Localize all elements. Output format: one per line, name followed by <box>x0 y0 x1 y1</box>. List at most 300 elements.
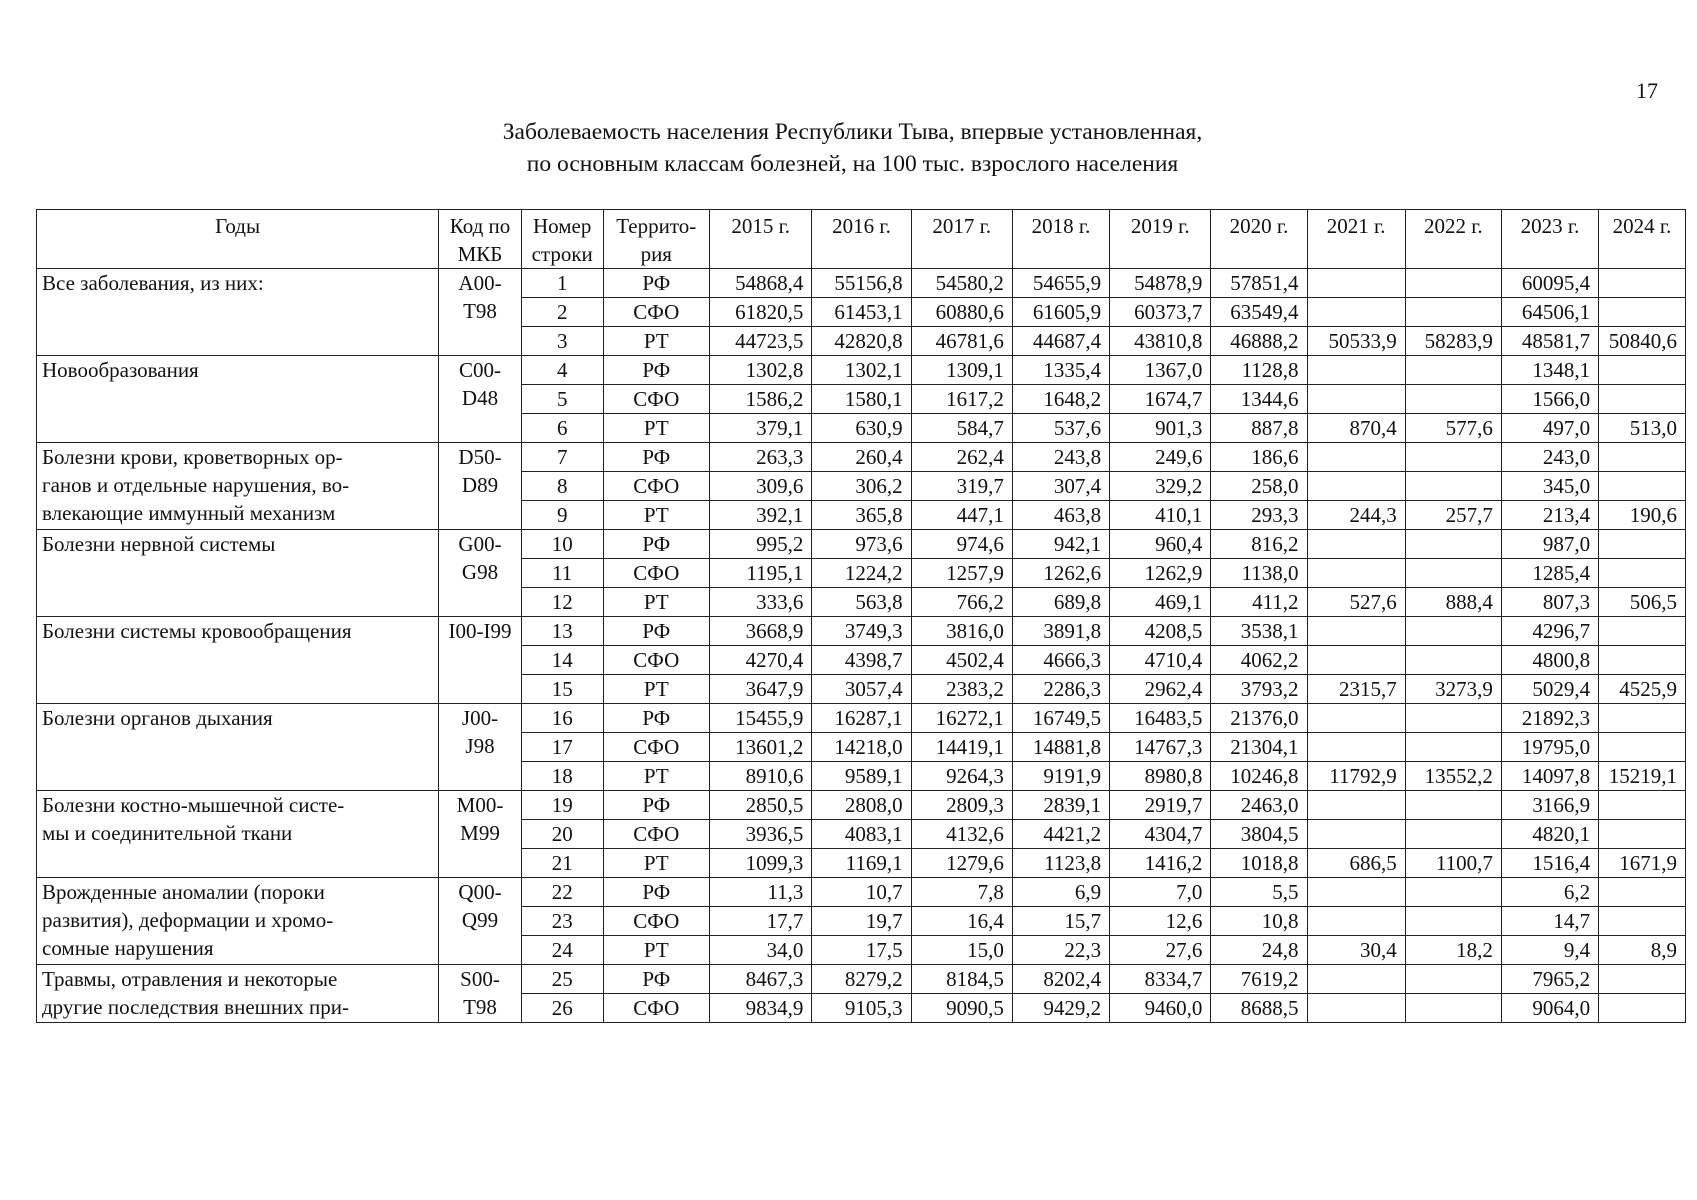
value-cell: 13601,2 <box>710 733 812 762</box>
value-cell <box>1599 356 1686 385</box>
header-year-2015: 2015 г. <box>710 210 812 269</box>
disease-class-name <box>37 878 439 965</box>
disease-class-name-line: Травмы, отравления и некоторые <box>42 967 338 991</box>
icd-code-line: J00- <box>461 706 499 730</box>
value-cell <box>1405 298 1501 327</box>
value-cell: 307,4 <box>1012 472 1109 501</box>
value-cell: 16287,1 <box>812 704 911 733</box>
value-cell: 987,0 <box>1501 530 1598 559</box>
value-cell: 22,3 <box>1012 936 1109 965</box>
icd-code <box>439 617 522 704</box>
value-cell: 1367,0 <box>1110 356 1211 385</box>
value-cell <box>1405 820 1501 849</box>
value-cell: 8202,4 <box>1012 965 1109 994</box>
territory: РФ <box>603 443 709 472</box>
value-cell: 7,8 <box>911 878 1012 907</box>
value-cell <box>1405 559 1501 588</box>
header-year-2016: 2016 г. <box>812 210 911 269</box>
value-cell: 21304,1 <box>1211 733 1307 762</box>
value-cell: 3668,9 <box>710 617 812 646</box>
header-year-2024: 2024 г. <box>1599 210 1686 269</box>
value-cell <box>1307 356 1405 385</box>
icd-code-line: C00- <box>459 358 501 382</box>
value-cell <box>1405 965 1501 994</box>
value-cell <box>1307 443 1405 472</box>
line-number: 18 <box>521 762 603 791</box>
value-cell <box>1405 530 1501 559</box>
page-title <box>0 116 1697 180</box>
value-cell: 1279,6 <box>911 849 1012 878</box>
value-cell: 34,0 <box>710 936 812 965</box>
header-year-2022: 2022 г. <box>1405 210 1501 269</box>
disease-class-name-line: другие последствия внешних при- <box>42 995 350 1019</box>
line-number: 5 <box>521 385 603 414</box>
value-cell: 60095,4 <box>1501 269 1598 298</box>
line-number: 10 <box>521 530 603 559</box>
header-line-number: Номер строки <box>521 210 603 269</box>
value-cell: 4208,5 <box>1110 617 1211 646</box>
value-cell: 243,8 <box>1012 443 1109 472</box>
value-cell: 17,7 <box>710 907 812 936</box>
value-cell: 9064,0 <box>1501 994 1598 1023</box>
icd-code-line: G98 <box>461 560 499 584</box>
icd-code-line: Q99 <box>461 908 499 932</box>
disease-class-name-line: Болезни нервной системы <box>42 532 276 556</box>
value-cell: 42820,8 <box>812 327 911 356</box>
territory: СФО <box>603 733 709 762</box>
icd-code-line: T98 <box>463 995 497 1019</box>
value-cell: 8688,5 <box>1211 994 1307 1023</box>
value-cell: 686,5 <box>1307 849 1405 878</box>
value-cell <box>1405 646 1501 675</box>
value-cell: 19,7 <box>812 907 911 936</box>
value-cell: 9191,9 <box>1012 762 1109 791</box>
value-cell <box>1405 269 1501 298</box>
value-cell: 260,4 <box>812 443 911 472</box>
value-cell: 4710,4 <box>1110 646 1211 675</box>
value-cell: 577,6 <box>1405 414 1501 443</box>
territory: СФО <box>603 298 709 327</box>
territory: РФ <box>603 965 709 994</box>
line-number: 4 <box>521 356 603 385</box>
disease-class-name-line: Болезни органов дыхания <box>42 706 273 730</box>
value-cell: 43810,8 <box>1110 327 1211 356</box>
header-year-2021: 2021 г. <box>1307 210 1405 269</box>
value-cell: 4666,3 <box>1012 646 1109 675</box>
value-cell: 1138,0 <box>1211 559 1307 588</box>
value-cell <box>1307 472 1405 501</box>
value-cell: 411,2 <box>1211 588 1307 617</box>
value-cell: 3166,9 <box>1501 791 1598 820</box>
territory: РТ <box>603 936 709 965</box>
value-cell <box>1599 443 1686 472</box>
value-cell: 54868,4 <box>710 269 812 298</box>
value-cell: 9090,5 <box>911 994 1012 1023</box>
value-cell: 13552,2 <box>1405 762 1501 791</box>
value-cell: 57851,4 <box>1211 269 1307 298</box>
value-cell: 11,3 <box>710 878 812 907</box>
value-cell <box>1405 617 1501 646</box>
line-number: 8 <box>521 472 603 501</box>
value-cell: 1309,1 <box>911 356 1012 385</box>
value-cell <box>1599 704 1686 733</box>
value-cell <box>1599 994 1686 1023</box>
territory: СФО <box>603 907 709 936</box>
icd-code-line: D48 <box>461 386 499 410</box>
disease-class-name <box>37 617 439 704</box>
value-cell: 689,8 <box>1012 588 1109 617</box>
value-cell: 18,2 <box>1405 936 1501 965</box>
value-cell: 1302,1 <box>812 356 911 385</box>
value-cell: 1674,7 <box>1110 385 1211 414</box>
table-row <box>37 530 1686 559</box>
value-cell: 48581,7 <box>1501 327 1598 356</box>
value-cell: 1648,2 <box>1012 385 1109 414</box>
value-cell: 1586,2 <box>710 385 812 414</box>
value-cell: 9264,3 <box>911 762 1012 791</box>
disease-class-name-line: ганов и отдельные нарушения, во- <box>42 473 350 497</box>
value-cell <box>1405 385 1501 414</box>
value-cell: 9105,3 <box>812 994 911 1023</box>
value-cell: 55156,8 <box>812 269 911 298</box>
value-cell: 4083,1 <box>812 820 911 849</box>
value-cell: 3793,2 <box>1211 675 1307 704</box>
value-cell: 2839,1 <box>1012 791 1109 820</box>
value-cell: 293,3 <box>1211 501 1307 530</box>
line-number: 24 <box>521 936 603 965</box>
value-cell: 2962,4 <box>1110 675 1211 704</box>
value-cell: 258,0 <box>1211 472 1307 501</box>
value-cell: 7619,2 <box>1211 965 1307 994</box>
value-cell: 1257,9 <box>911 559 1012 588</box>
value-cell <box>1599 791 1686 820</box>
line-number: 20 <box>521 820 603 849</box>
value-cell: 766,2 <box>911 588 1012 617</box>
value-cell: 46888,2 <box>1211 327 1307 356</box>
line-number: 16 <box>521 704 603 733</box>
icd-code-line: I00-I99 <box>448 619 512 643</box>
page-number: 17 <box>1636 78 1658 103</box>
value-cell: 2383,2 <box>911 675 1012 704</box>
value-cell: 2808,0 <box>812 791 911 820</box>
value-cell: 8334,7 <box>1110 965 1211 994</box>
value-cell: 329,2 <box>1110 472 1211 501</box>
value-cell: 16483,5 <box>1110 704 1211 733</box>
value-cell: 807,3 <box>1501 588 1598 617</box>
line-number: 15 <box>521 675 603 704</box>
territory: РФ <box>603 356 709 385</box>
line-number: 9 <box>521 501 603 530</box>
value-cell: 2315,7 <box>1307 675 1405 704</box>
value-cell: 4800,8 <box>1501 646 1598 675</box>
line-number: 7 <box>521 443 603 472</box>
line-number: 25 <box>521 965 603 994</box>
value-cell: 10,8 <box>1211 907 1307 936</box>
value-cell <box>1307 559 1405 588</box>
value-cell: 8279,2 <box>812 965 911 994</box>
value-cell <box>1307 965 1405 994</box>
value-cell: 1224,2 <box>812 559 911 588</box>
table-row <box>37 269 1686 298</box>
value-cell: 3891,8 <box>1012 617 1109 646</box>
value-cell: 973,6 <box>812 530 911 559</box>
line-number: 26 <box>521 994 603 1023</box>
value-cell: 19795,0 <box>1501 733 1598 762</box>
table-row <box>37 878 1686 907</box>
territory: СФО <box>603 559 709 588</box>
value-cell: 1100,7 <box>1405 849 1501 878</box>
value-cell: 61820,5 <box>710 298 812 327</box>
value-cell: 50533,9 <box>1307 327 1405 356</box>
value-cell <box>1307 791 1405 820</box>
value-cell: 27,6 <box>1110 936 1211 965</box>
value-cell: 497,0 <box>1501 414 1598 443</box>
value-cell <box>1307 907 1405 936</box>
value-cell: 3816,0 <box>911 617 1012 646</box>
value-cell: 9,4 <box>1501 936 1598 965</box>
icd-code <box>439 443 522 530</box>
line-number: 19 <box>521 791 603 820</box>
value-cell: 16,4 <box>911 907 1012 936</box>
value-cell: 1018,8 <box>1211 849 1307 878</box>
disease-class-name-line: развития), деформации и хромо- <box>42 908 334 932</box>
value-cell: 8184,5 <box>911 965 1012 994</box>
territory: СФО <box>603 994 709 1023</box>
value-cell: 14767,3 <box>1110 733 1211 762</box>
territory: РФ <box>603 878 709 907</box>
header-year-2017: 2017 г. <box>911 210 1012 269</box>
value-cell: 8910,6 <box>710 762 812 791</box>
value-cell: 974,6 <box>911 530 1012 559</box>
value-cell: 54655,9 <box>1012 269 1109 298</box>
value-cell: 1195,1 <box>710 559 812 588</box>
value-cell: 319,7 <box>911 472 1012 501</box>
value-cell: 14881,8 <box>1012 733 1109 762</box>
value-cell: 8980,8 <box>1110 762 1211 791</box>
disease-class-name <box>37 356 439 443</box>
line-number: 13 <box>521 617 603 646</box>
disease-class-name-line: Все заболевания, из них: <box>42 271 264 295</box>
table-row <box>37 704 1686 733</box>
value-cell: 816,2 <box>1211 530 1307 559</box>
value-cell <box>1599 617 1686 646</box>
value-cell: 870,4 <box>1307 414 1405 443</box>
value-cell: 960,4 <box>1110 530 1211 559</box>
value-cell: 9460,0 <box>1110 994 1211 1023</box>
value-cell: 10,7 <box>812 878 911 907</box>
line-number: 2 <box>521 298 603 327</box>
value-cell <box>1405 472 1501 501</box>
line-number: 3 <box>521 327 603 356</box>
value-cell: 213,4 <box>1501 501 1598 530</box>
value-cell: 1344,6 <box>1211 385 1307 414</box>
value-cell <box>1307 704 1405 733</box>
value-cell <box>1599 646 1686 675</box>
table-row <box>37 791 1686 820</box>
value-cell <box>1405 907 1501 936</box>
value-cell: 190,6 <box>1599 501 1686 530</box>
icd-code-line: M99 <box>460 821 500 845</box>
value-cell: 21376,0 <box>1211 704 1307 733</box>
value-cell <box>1599 298 1686 327</box>
line-number: 6 <box>521 414 603 443</box>
value-cell <box>1307 530 1405 559</box>
disease-class-name-line: мы и соединительной ткани <box>42 821 293 845</box>
territory: РФ <box>603 791 709 820</box>
value-cell: 14,7 <box>1501 907 1598 936</box>
value-cell <box>1405 443 1501 472</box>
line-number: 17 <box>521 733 603 762</box>
value-cell: 14419,1 <box>911 733 1012 762</box>
value-cell: 4421,2 <box>1012 820 1109 849</box>
value-cell: 7965,2 <box>1501 965 1598 994</box>
value-cell: 15,0 <box>911 936 1012 965</box>
value-cell: 10246,8 <box>1211 762 1307 791</box>
territory: РТ <box>603 849 709 878</box>
value-cell: 463,8 <box>1012 501 1109 530</box>
value-cell: 1617,2 <box>911 385 1012 414</box>
header-code: Код по МКБ <box>439 210 522 269</box>
value-cell: 3936,5 <box>710 820 812 849</box>
value-cell: 7,0 <box>1110 878 1211 907</box>
value-cell: 887,8 <box>1211 414 1307 443</box>
value-cell: 2919,7 <box>1110 791 1211 820</box>
disease-class-name <box>37 965 439 1023</box>
value-cell: 3804,5 <box>1211 820 1307 849</box>
value-cell <box>1599 530 1686 559</box>
value-cell: 61605,9 <box>1012 298 1109 327</box>
value-cell: 30,4 <box>1307 936 1405 965</box>
value-cell: 4062,2 <box>1211 646 1307 675</box>
value-cell: 15219,1 <box>1599 762 1686 791</box>
value-cell: 46781,6 <box>911 327 1012 356</box>
value-cell: 1335,4 <box>1012 356 1109 385</box>
value-cell <box>1405 704 1501 733</box>
value-cell: 901,3 <box>1110 414 1211 443</box>
value-cell: 1169,1 <box>812 849 911 878</box>
header-years: Годы <box>37 210 439 269</box>
territory: СФО <box>603 472 709 501</box>
icd-code-line: T98 <box>463 299 497 323</box>
value-cell <box>1599 965 1686 994</box>
value-cell <box>1599 820 1686 849</box>
value-cell: 410,1 <box>1110 501 1211 530</box>
territory: РФ <box>603 530 709 559</box>
value-cell: 249,6 <box>1110 443 1211 472</box>
disease-class-name <box>37 269 439 356</box>
line-number: 22 <box>521 878 603 907</box>
territory: РФ <box>603 617 709 646</box>
value-cell: 5,5 <box>1211 878 1307 907</box>
value-cell: 630,9 <box>812 414 911 443</box>
value-cell: 9589,1 <box>812 762 911 791</box>
disease-class-name-line: сомные нарушения <box>42 936 214 960</box>
value-cell: 262,4 <box>911 443 1012 472</box>
value-cell: 4270,4 <box>710 646 812 675</box>
line-number: 1 <box>521 269 603 298</box>
territory: СФО <box>603 820 709 849</box>
value-cell <box>1307 994 1405 1023</box>
line-number: 14 <box>521 646 603 675</box>
disease-class-name-line: влекающие иммунный механизм <box>42 501 336 525</box>
value-cell: 1566,0 <box>1501 385 1598 414</box>
icd-code-line: D50- <box>458 445 502 469</box>
value-cell: 244,3 <box>1307 501 1405 530</box>
value-cell: 63549,4 <box>1211 298 1307 327</box>
value-cell: 2809,3 <box>911 791 1012 820</box>
territory: СФО <box>603 385 709 414</box>
value-cell: 21892,3 <box>1501 704 1598 733</box>
value-cell: 4132,6 <box>911 820 1012 849</box>
value-cell: 447,1 <box>911 501 1012 530</box>
header-year-2018: 2018 г. <box>1012 210 1109 269</box>
line-number: 23 <box>521 907 603 936</box>
icd-code-line: Q00- <box>458 880 502 904</box>
title-line-1: Заболеваемость населения Республики Тыва, впервые установленная, <box>502 119 1203 145</box>
value-cell: 995,2 <box>710 530 812 559</box>
value-cell: 469,1 <box>1110 588 1211 617</box>
value-cell: 58283,9 <box>1405 327 1501 356</box>
value-cell <box>1405 733 1501 762</box>
value-cell: 2463,0 <box>1211 791 1307 820</box>
disease-class-name <box>37 791 439 878</box>
header-year-2023: 2023 г. <box>1501 210 1598 269</box>
value-cell: 9834,9 <box>710 994 812 1023</box>
value-cell: 1302,8 <box>710 356 812 385</box>
value-cell: 1671,9 <box>1599 849 1686 878</box>
value-cell: 14218,0 <box>812 733 911 762</box>
value-cell: 3749,3 <box>812 617 911 646</box>
value-cell <box>1307 820 1405 849</box>
value-cell: 8467,3 <box>710 965 812 994</box>
value-cell: 11792,9 <box>1307 762 1405 791</box>
value-cell: 54878,9 <box>1110 269 1211 298</box>
icd-code <box>439 791 522 878</box>
value-cell: 15455,9 <box>710 704 812 733</box>
value-cell: 527,6 <box>1307 588 1405 617</box>
value-cell: 186,6 <box>1211 443 1307 472</box>
header-year-2020: 2020 г. <box>1211 210 1307 269</box>
value-cell: 4296,7 <box>1501 617 1598 646</box>
value-cell: 1262,9 <box>1110 559 1211 588</box>
value-cell: 60880,6 <box>911 298 1012 327</box>
value-cell: 243,0 <box>1501 443 1598 472</box>
icd-code <box>439 530 522 617</box>
value-cell: 15,7 <box>1012 907 1109 936</box>
icd-code-line: S00- <box>460 967 500 991</box>
line-number: 21 <box>521 849 603 878</box>
value-cell: 4820,1 <box>1501 820 1598 849</box>
disease-class-name <box>37 530 439 617</box>
value-cell: 5029,4 <box>1501 675 1598 704</box>
disease-class-name-line: Новообразования <box>42 358 199 382</box>
value-cell: 257,7 <box>1405 501 1501 530</box>
value-cell: 306,2 <box>812 472 911 501</box>
value-cell: 1123,8 <box>1012 849 1109 878</box>
icd-code <box>439 878 522 965</box>
value-cell: 392,1 <box>710 501 812 530</box>
value-cell: 263,3 <box>710 443 812 472</box>
value-cell <box>1307 385 1405 414</box>
value-cell: 60373,7 <box>1110 298 1211 327</box>
line-number: 12 <box>521 588 603 617</box>
value-cell: 17,5 <box>812 936 911 965</box>
value-cell <box>1599 878 1686 907</box>
disease-class-name-line: Врожденные аномалии (пороки <box>42 880 325 904</box>
value-cell: 942,1 <box>1012 530 1109 559</box>
header-territory: Террито- рия <box>603 210 709 269</box>
icd-code <box>439 704 522 791</box>
